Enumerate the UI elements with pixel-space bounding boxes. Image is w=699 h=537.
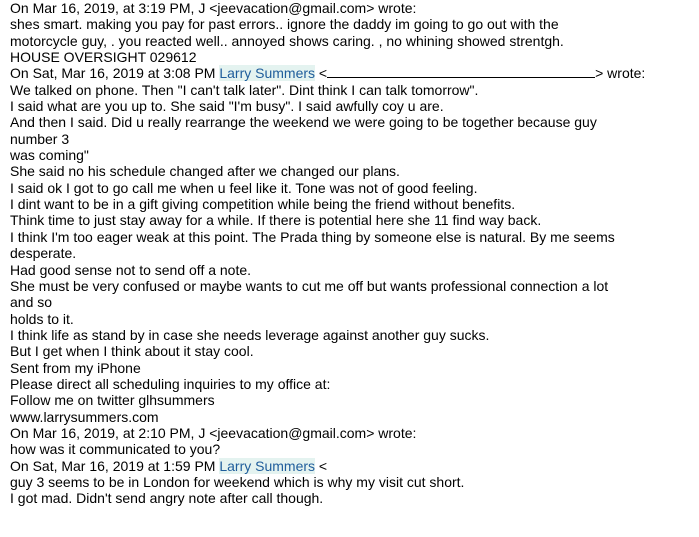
email-text: Sent from my iPhone xyxy=(10,359,141,376)
sender-name-link[interactable]: Larry Summers xyxy=(219,65,316,82)
email-text: I said ok I got to go call me when u feel like it. Tone was not of good feeling. xyxy=(10,179,478,196)
email-text: was coming" xyxy=(10,147,89,164)
email-line xyxy=(10,0,699,16)
email-text: guy 3 seems to be in London for weekend which is why my visit cut short. xyxy=(10,473,465,490)
email-text: But I get when I think about it stay cool. xyxy=(10,343,254,360)
email-line xyxy=(10,245,699,261)
email-line xyxy=(10,49,699,65)
email-line xyxy=(10,180,699,196)
email-line xyxy=(10,114,699,130)
email-text: HOUSE OVERSIGHT 029612 xyxy=(10,49,197,66)
email-text: And then I said. Did u really rearrange the weekend we were going to be together because guy xyxy=(10,114,597,131)
email-text: how was it communicated to you? xyxy=(10,441,221,458)
email-text: On Sat, Mar 16, 2019 at 1:59 PM xyxy=(10,457,220,474)
email-line xyxy=(10,65,699,81)
email-text: I think life as stand by in case she needs leverage against another guy sucks. xyxy=(10,326,490,343)
sender-name-link[interactable]: Larry Summers xyxy=(219,457,316,474)
email-text: and so xyxy=(10,294,53,311)
email-line xyxy=(10,294,699,310)
email-text: < xyxy=(315,457,328,474)
email-text: On Sat, Mar 16, 2019 at 3:08 PM xyxy=(10,65,220,82)
email-text: holds to it. xyxy=(10,310,74,327)
email-line xyxy=(10,196,699,212)
email-line xyxy=(10,98,699,114)
email-text: number 3 xyxy=(10,130,70,147)
email-text: I think I'm too eager weak at this point. The Prada thing by someone else is natural. By me seems xyxy=(10,228,615,245)
email-text: On Mar 16, 2019, at 3:19 PM, J <jeevacation@gmail.com> wrote: xyxy=(10,0,417,16)
email-text: I dint want to be in a gift giving competition while being the friend without benefits. xyxy=(10,196,516,213)
email-text: < xyxy=(315,65,328,82)
email-line xyxy=(10,327,699,343)
email-line xyxy=(10,343,699,359)
email-text: I said what are you up to. She said "I'm busy". I said awfully coy u are. xyxy=(10,98,444,115)
email-text: motorcycle guy, . you reacted well.. annoyed shows caring. , no whining showed strentgh. xyxy=(10,32,564,49)
email-text: We talked on phone. Then "I can't talk later". Dint think I can talk tomorrow". xyxy=(10,81,479,98)
email-text: I got mad. Didn't send angry note after call though. xyxy=(10,490,324,507)
email-line xyxy=(10,262,699,278)
email-text: Follow me on twitter glhsummers xyxy=(10,392,215,409)
email-line xyxy=(10,16,699,32)
email-line xyxy=(10,278,699,294)
email-line xyxy=(10,311,699,327)
email-line xyxy=(10,474,699,490)
email-text: Please direct all scheduling inquiries to my office at: xyxy=(10,375,331,392)
email-line xyxy=(10,212,699,228)
email-text: She must be very confused or maybe wants to cut me off but wants professional connection a lot xyxy=(10,277,609,294)
email-line xyxy=(10,409,699,425)
email-line xyxy=(10,392,699,408)
email-line xyxy=(10,490,699,506)
email-line xyxy=(10,33,699,49)
email-line xyxy=(10,360,699,376)
email-text: She said no his schedule changed after we changed our plans. xyxy=(10,163,400,180)
email-text: On Mar 16, 2019, at 2:10 PM, J <jeevacation@gmail.com> wrote: xyxy=(10,424,417,441)
email-text: Had good sense not to send off a note. xyxy=(10,261,252,278)
email-text: shes smart. making you pay for past errors.. ignore the daddy im going to go out with the xyxy=(10,16,559,33)
redacted-email-address xyxy=(327,66,595,78)
email-line xyxy=(10,441,699,457)
email-line xyxy=(10,458,699,474)
email-line xyxy=(10,229,699,245)
email-line xyxy=(10,82,699,98)
email-line xyxy=(10,147,699,163)
email-text: desperate. xyxy=(10,245,77,262)
email-text: Think time to just stay away for a while. If there is potential here she 11 find way back. xyxy=(10,212,542,229)
email-text: > wrote: xyxy=(595,65,646,82)
email-line xyxy=(10,376,699,392)
email-line xyxy=(10,425,699,441)
email-text: www.larrysummers.com xyxy=(10,408,159,425)
email-line xyxy=(10,131,699,147)
email-line xyxy=(10,163,699,179)
